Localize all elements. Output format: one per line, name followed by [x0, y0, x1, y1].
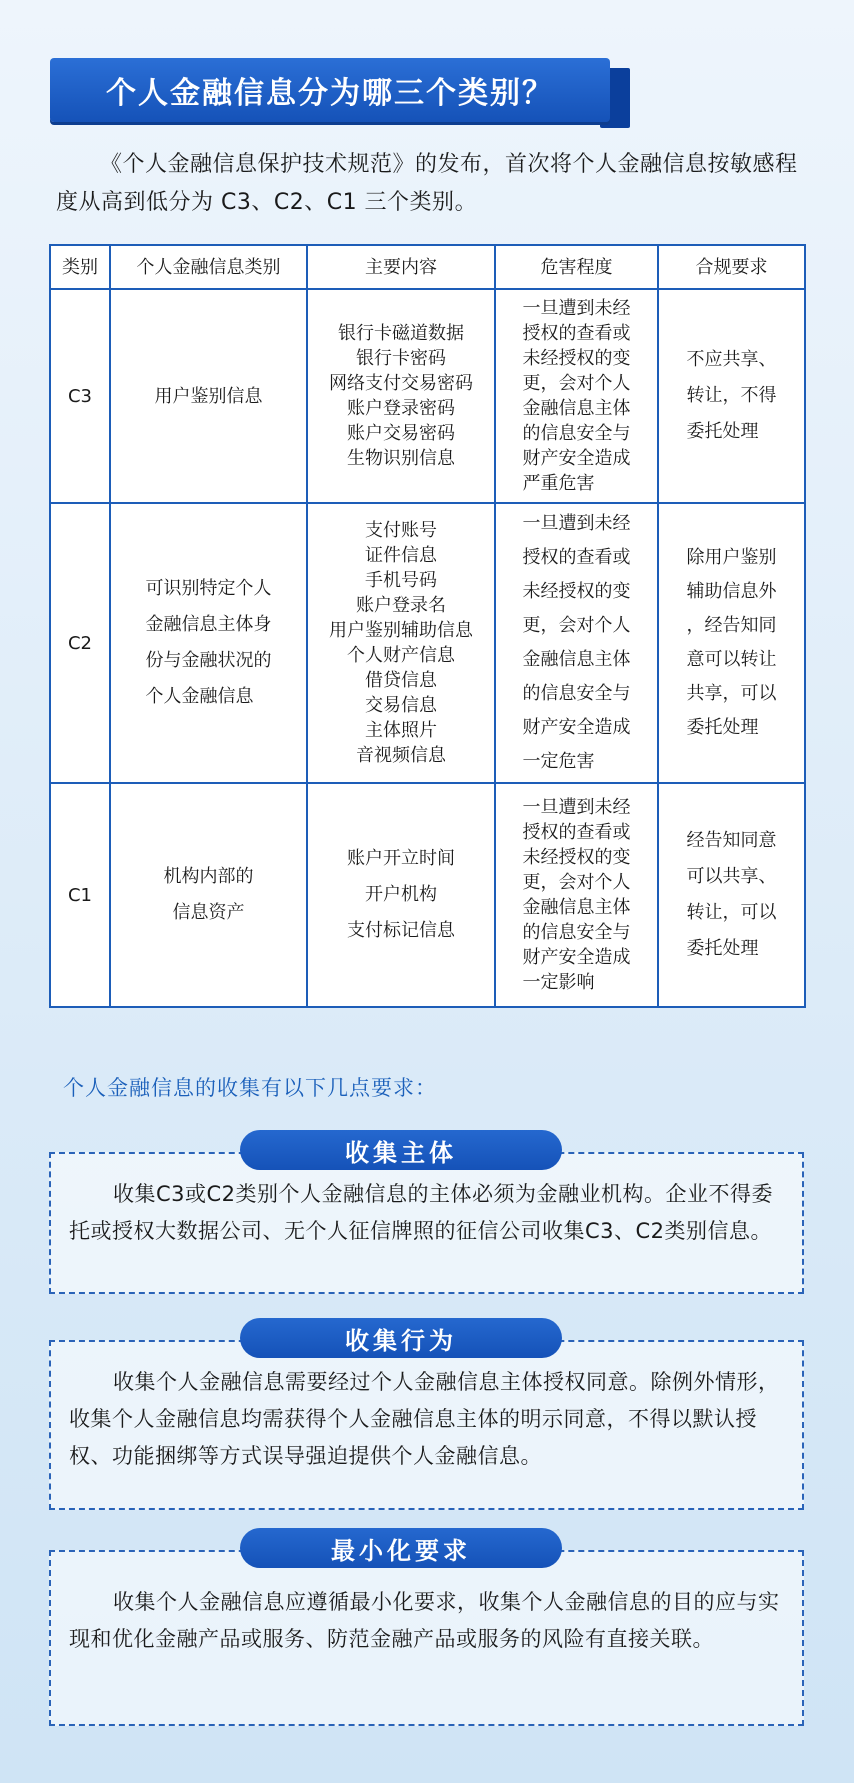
compliance-line: 共享，可以 — [686, 683, 777, 704]
harm-line: 未经授权的变 — [522, 847, 631, 868]
content-line: 账户登录名 — [356, 595, 446, 616]
content-line: 手机号码 — [365, 570, 437, 591]
compliance-line: 转让，不得 — [686, 385, 777, 406]
harm-line: 一定危害 — [522, 751, 595, 772]
content-line: 交易信息 — [365, 695, 437, 716]
harm-line: 一定影响 — [522, 972, 595, 993]
harm-line: 授权的查看或 — [522, 822, 631, 843]
harm-line: 未经授权的变 — [522, 581, 631, 602]
requirement-text: 收集个人金融信息应遵循最小化要求，收集个人金融信息的目的应与实现和优化金融产品或服务、防范金融产品或服务的风险有直接关联。 — [69, 1590, 780, 1651]
intro-paragraph: 《个人金融信息保护技术规范》的发布，首次将个人金融信息按敏感程度从高到低分为 C3、C2、C1 三个类别。 — [56, 152, 798, 215]
content-line: 个人财产信息 — [347, 645, 455, 666]
cell-category — [110, 503, 307, 783]
compliance-line: ，经告知同 — [686, 615, 777, 636]
harm-line: 财产安全造成 — [522, 947, 631, 968]
ribbon-banner — [50, 58, 610, 122]
compliance-line: 不应共享、 — [686, 349, 777, 370]
cell-level: C1 — [50, 783, 110, 1007]
harm-line: 更，会对个人 — [522, 615, 631, 636]
compliance-line: 经告知同意 — [686, 830, 777, 851]
requirement-title: 收集主体 — [240, 1130, 562, 1170]
compliance-line: 转让，可以 — [686, 902, 777, 923]
harm-line: 财产安全造成 — [522, 448, 631, 469]
content-line: 支付账号 — [365, 520, 437, 541]
content-line: 用户鉴别辅助信息 — [329, 620, 473, 641]
requirement-title: 最小化要求 — [240, 1528, 562, 1568]
cell-category — [110, 289, 307, 503]
requirement-box-minimization — [49, 1550, 804, 1726]
content-line: 开户机构 — [365, 884, 437, 905]
category-line: 个人金融信息 — [145, 686, 254, 707]
harm-line: 的信息安全与 — [522, 922, 631, 943]
cell-harm — [495, 289, 658, 503]
table-header-row — [50, 245, 805, 289]
compliance-line: 意可以转让 — [686, 649, 777, 670]
harm-line: 的信息安全与 — [522, 683, 631, 704]
compliance-line: 除用户鉴别 — [686, 547, 777, 568]
compliance-line: 委托处理 — [686, 717, 759, 738]
header-level: 类别 — [50, 245, 110, 289]
cell-compliance — [658, 289, 805, 503]
harm-line: 一旦遭到未经 — [522, 513, 631, 534]
requirement-box-behavior — [49, 1340, 804, 1510]
header-compliance: 合规要求 — [658, 245, 805, 289]
table-row — [50, 289, 805, 503]
compliance-line: 委托处理 — [686, 938, 759, 959]
cell-harm — [495, 503, 658, 783]
harm-line: 金融信息主体 — [522, 649, 631, 670]
content-line: 音视频信息 — [356, 745, 446, 766]
category-line: 机构内部的 — [163, 866, 254, 887]
harm-line: 授权的查看或 — [522, 547, 631, 568]
header-harm: 危害程度 — [495, 245, 658, 289]
harm-line: 严重危害 — [522, 473, 595, 494]
table-row — [50, 783, 805, 1007]
harm-line: 未经授权的变 — [522, 348, 631, 369]
category-line: 信息资产 — [172, 902, 245, 923]
harm-line: 更，会对个人 — [522, 872, 631, 893]
classification-table — [49, 244, 806, 1008]
harm-line: 财产安全造成 — [522, 717, 631, 738]
harm-line: 的信息安全与 — [522, 423, 631, 444]
cell-compliance — [658, 503, 805, 783]
cell-content — [307, 503, 495, 783]
requirement-text: 收集个人金融信息需要经过个人金融信息主体授权同意。除例外情形，收集个人金融信息均需获得个人金融信息主体的明示同意，不得以默认授权、功能捆绑等方式误导强迫提供个人金融信息。 — [69, 1370, 780, 1468]
category-line: 可识别特定个人 — [145, 578, 272, 599]
compliance-line: 辅助信息外 — [686, 581, 777, 602]
content-line: 账户交易密码 — [347, 423, 455, 444]
harm-line: 一旦遭到未经 — [522, 797, 631, 818]
cell-level: C2 — [50, 503, 110, 783]
category-line: 用户鉴别信息 — [154, 385, 263, 407]
content-line: 银行卡密码 — [356, 348, 446, 369]
cell-level: C3 — [50, 289, 110, 503]
harm-line: 授权的查看或 — [522, 323, 631, 344]
requirements-heading: 个人金融信息的收集有以下几点要求： — [63, 1076, 437, 1100]
requirement-title: 收集行为 — [240, 1318, 562, 1358]
category-line: 金融信息主体身 — [145, 614, 272, 635]
harm-line: 更，会对个人 — [522, 373, 631, 394]
harm-line: 一旦遭到未经 — [522, 298, 631, 319]
header-category: 个人金融信息类别 — [110, 245, 307, 289]
content-line: 网络支付交易密码 — [329, 373, 473, 394]
cell-content — [307, 289, 495, 503]
harm-line: 金融信息主体 — [522, 897, 631, 918]
header-content: 主要内容 — [307, 245, 495, 289]
content-line: 借贷信息 — [365, 670, 437, 691]
content-line: 主体照片 — [365, 720, 437, 741]
cell-compliance — [658, 783, 805, 1007]
cell-harm — [495, 783, 658, 1007]
content-line: 账户开立时间 — [347, 848, 455, 869]
compliance-line: 委托处理 — [686, 421, 759, 442]
table-row — [50, 503, 805, 783]
title-ribbon — [50, 58, 626, 130]
cell-category — [110, 783, 307, 1007]
content-line: 支付标记信息 — [347, 920, 455, 941]
content-line: 证件信息 — [365, 545, 437, 566]
category-line: 份与金融状况的 — [145, 650, 272, 671]
requirement-text: 收集C3或C2类别个人金融信息的主体必须为金融业机构。企业不得委托或授权大数据公司、无个人征信牌照的征信公司收集C3、C2类别信息。 — [69, 1182, 774, 1243]
content-line: 账户登录密码 — [347, 398, 455, 419]
content-line: 生物识别信息 — [347, 448, 455, 469]
compliance-line: 可以共享、 — [686, 866, 777, 887]
harm-line: 金融信息主体 — [522, 398, 631, 419]
content-line: 银行卡磁道数据 — [338, 323, 464, 344]
page-title: 个人金融信息分为哪三个类别？ — [106, 76, 554, 111]
cell-content — [307, 783, 495, 1007]
requirement-box-subject — [49, 1152, 804, 1294]
